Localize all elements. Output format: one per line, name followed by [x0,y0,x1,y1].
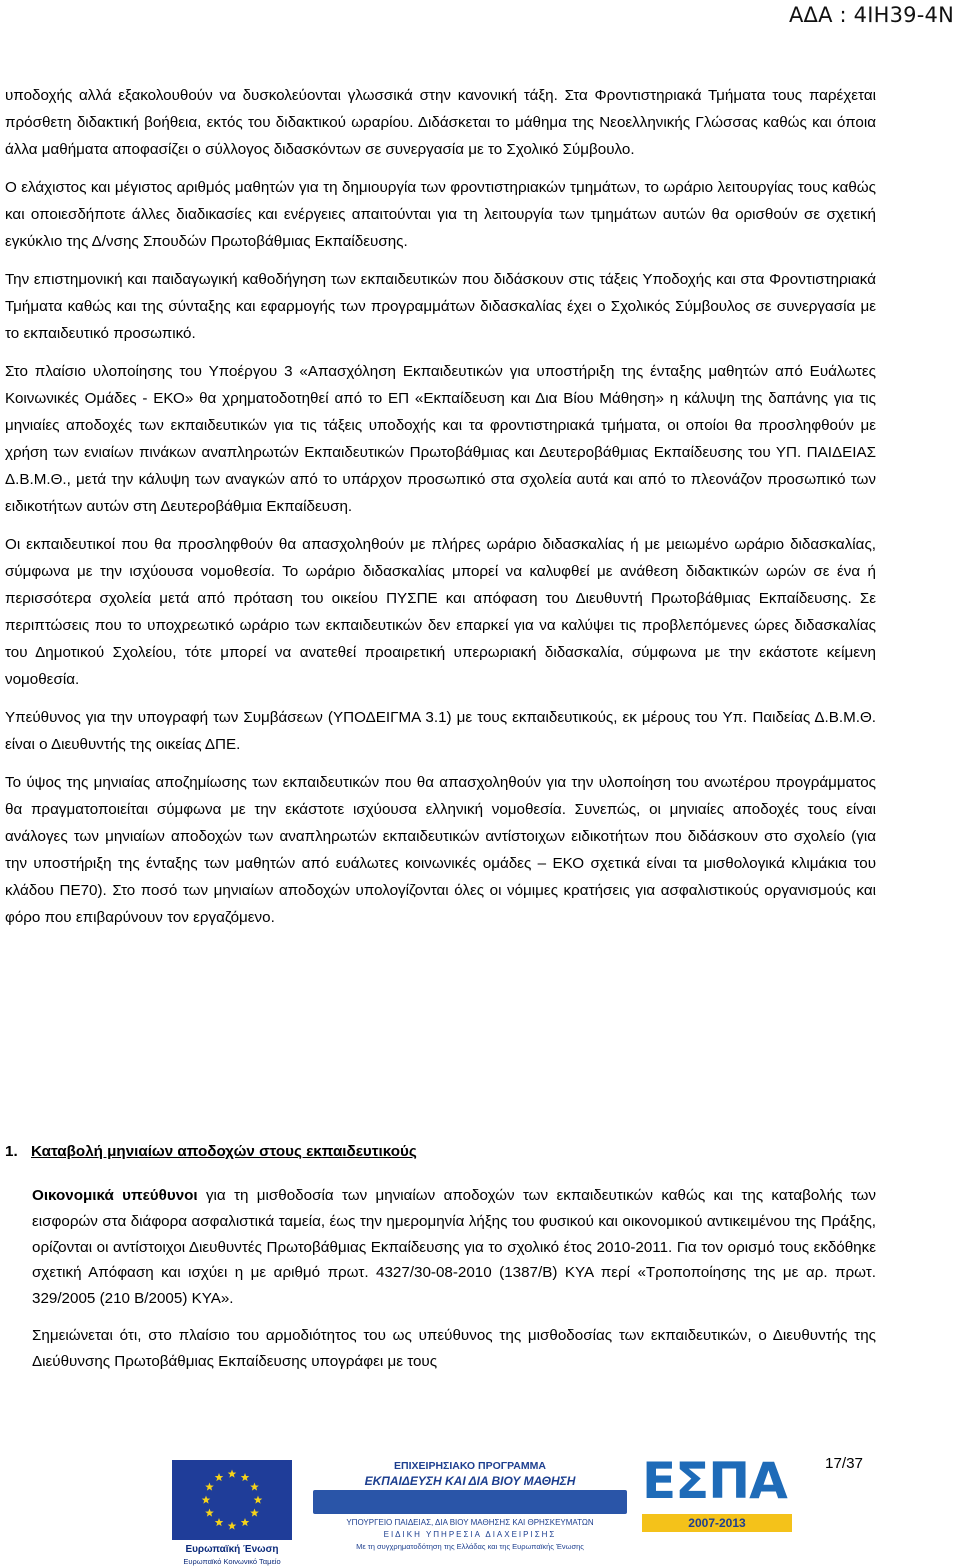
section-title: Καταβολή μηνιαίων αποδοχών στους εκπαιδευτικούς [31,1143,417,1160]
section-body [32,1183,876,1375]
paragraph-text: για τη μισθοδοσία των μηνιαίων αποδοχών των εκπαιδευτικών καθώς και της καταβολής των εισφορών στα διάφορα ασφαλιστικά ταμεία, έως την ημερομηνία λήξης του φυσικού και οικονομικού αντικειμένου της Πράξης, ορίζονται οι αντίστοιχοι Διευθυντές Πρωτοβάθμιας Εκπαίδευσης για το σχολικό έτος 2010-2011. Για τον ορισμό τους εκδόθηκε σχετική Απόφαση και ισχύει η με αριθμό πρωτ. 4327/30-08-2010 (1387/Β) ΚΥΑ περί «Τροποποίησης της με αρ. πρωτ. 329/2005 (210 Β/2005) ΚΥΑ». [32,1187,876,1308]
paragraph: Στο πλαίσιο υλοποίησης του Υποέργου 3 «Απασχόληση Εκπαιδευτικών για υποστήριξη της ένταξης μαθητών από Ευάλωτες Κοινωνικές Ομάδες - ΕΚΟ» θα χρηματοδοτηθεί από το ΕΠ «Εκπαίδευση και Δια Βίου Μάθηση» η κάλυψη της δαπάνης για τις μηνιαίες αποδοχές των εκπαιδευτικών για τις τάξεις υποδοχής και τα φροντιστηριακά τμήματα, οι οποίοι θα προσληφθούν με χρήση των ενιαίων πινάκων αναπληρωτών Εκπαιδευτικών Πρωτοβάθμιας και Δευτεροβάθμιας Εκπαίδευσης του ΥΠ. ΠΑΙΔΕΙΑΣ Δ.Β.Μ.Θ., μετά την κάλυψη των αναγκών από το υπάρχον προσωπικό στα σχολεία αυτά και από το πλεονάζον προσωπικό των ειδικοτήτων αυτών στη Δευτεροβάθμια Εκπαίδευση. [5,363,876,515]
footer-logos [0,1438,960,1566]
paragraph: Οι εκπαιδευτικοί που θα προσληφθούν θα απασχοληθούν με πλήρες ωράριο διδασκαλίας ή με μειωμένο ωράριο διδασκαλίας, σύμφωνα με την ισχύουσα νομοθεσία. Το ωράριο διδασκαλίας μπορεί να καλυφθεί με ανάθεση διδακτικών ωρών σε ένα ή περισσότερα σχολεία μετά από πρόταση του οικείου ΠΥΣΠΕ και απόφαση του Διευθυντή Πρωτοβάθμιας Εκπαίδευσης. Σε περιπτώσεις που το υποχρεωτικό ωράριο των εκπαιδευτικών δεν επαρκεί για να καλύψει τις προβλεπόμενες ώρες διδασκαλίας του Δημοτικού Σχολείου, τότε μπορεί να ανατεθεί προαιρετική υπερωριακή διδασκαλία, σύμφωνα με την εκάστοτε κείμενη νομοθεσία. [5,536,876,688]
ep-title: ΕΚΠΑΙΔΕΥΣΗ ΚΑΙ ΔΙΑ ΒΙΟΥ ΜΑΘΗΣΗ [364,1474,576,1488]
document-id: ΑΔΑ : 4ΙΗ39-4Ν [788,3,954,27]
eu-flag-icon [172,1460,292,1540]
page-number: 17/37 [825,1455,864,1472]
eu-logo [172,1460,292,1566]
paragraph: Υπεύθυνος για την υπογραφή των Συμβάσεων (ΥΠΟΔΕΙΓΜΑ 3.1) με τους εκπαιδευτικούς, εκ μέρους του Υπ. Παιδείας Δ.Β.Μ.Θ. είναι ο Διευθυντής της οικείας ΔΠΕ. [5,709,876,753]
ep-banner [313,1490,627,1514]
document-body [5,82,876,931]
paragraph: υποδοχής αλλά εξακολουθούν να δυσκολεύονται γλωσσικά στην κανονική τάξη. Στα Φροντιστηριακά Τμήματα τους παρέχεται πρόσθετη διδακτική βοήθεια, εκτός του διδακτικού ωραρίου. Διδάσκεται το μάθημα της Νεοελληνικής Γλώσσας καθώς και όποια άλλα μαθήματα αποφασίζει ο σύλλογος διδασκόντων σε συνεργασία με το Σχολικό Σύμβουλο. [5,87,876,158]
paragraph: Την επιστημονική και παιδαγωγική καθοδήγηση των εκπαιδευτικών που διδάσκουν στις τάξεις Υποδοχής και στα Φροντιστηριακά Τμήματα καθώς και της σύνταξης και εφαρμογής των προγραμμάτων διδασκαλίας έχει ο Σχολικός Σύμβουλος σε συνεργασία με το εκπαιδευτικό προσωπικό. [5,271,876,342]
ep-line: ΕΠΙΧΕΙΡΗΣΙΑΚΟ ΠΡΟΓΡΑΜΜΑ [394,1460,546,1472]
paragraph [32,1183,876,1312]
ep-line: ΥΠΟΥΡΓΕΙΟ ΠΑΙΔΕΙΑΣ, ΔΙΑ ΒΙΟΥ ΜΑΘΗΣΗΣ ΚΑΙ ΘΡΗΣΚΕΥΜΑΤΩΝ [346,1518,594,1527]
paragraph: Το ύψος της μηνιαίας αποζημίωσης των εκπαιδευτικών που θα απασχοληθούν για την υλοποίηση του ανωτέρου προγράμματος θα πραγματοποιείται σύμφωνα με την εκάστοτε ισχύουσα ελληνική νομοθεσία. Συνεπώς, οι μηνιαίες αποδοχές τους είναι ανάλογες των μηνιαίων αποδοχών των αναπληρωτών εκπαιδευτικών αντίστοιχων ειδικοτήτων που διδάσκουν στο σχολείο (για την υποστήριξη της ένταξης των μαθητών από ευάλωτες κοινωνικές ομάδες – ΕΚΟ σχετικά είναι τα μισθολογικά κλιμάκια του κλάδου ΠΕ70). Στο ποσό των μηνιαίων αποδοχών υπολογίζονται όλες οι νόμιμες κρατήσεις για ασφαλιστικούς οργανισμούς και φόρο που επιβαρύνουν τον εργαζόμενο. [5,774,876,926]
eu-label: Ευρωπαϊκή Ένωση [185,1544,279,1555]
espa-wordmark: ΕΣΠΑ [642,1452,787,1510]
ep-logo [305,1460,635,1560]
paragraph: Σημειώνεται ότι, στο πλαίσιο του αρμοδιότητος του ως υπεύθυνος της μισθοδοσίας των εκπαιδευτικών, ο Διευθυντής της Διεύθυνσης Πρωτοβάθμιας Εκπαίδευσης υπογράφει με τους [32,1326,876,1370]
section-number: 1. [5,1143,18,1160]
ep-line: ΕΙΔΙΚΗ ΥΠΗΡΕΣΙΑ ΔΙΑΧΕΙΡΙΣΗΣ [383,1530,557,1539]
paragraph: Ο ελάχιστος και μέγιστος αριθμός μαθητών για τη δημιουργία των φροντιστηριακών τμημάτων, το ωράριο λειτουργίας τους καθώς και οποιεσδήποτε άλλες διαδικασίες και ενέργειες απαιτούνται για τη λειτουργία των τμημάτων αυτών θα ορισθούν σε σχετική εγκύκλιο της Δ/νσης Σπουδών Πρωτοβάθμιας Εκπαίδευσης. [5,179,876,250]
espa-years: 2007-2013 [642,1514,792,1532]
eu-sub-label: Ευρωπαϊκό Κοινωνικό Ταμείο [183,1557,281,1566]
section-heading [5,1139,417,1165]
bold-lead: Οικονομικά υπεύθυνοι [32,1187,198,1204]
espa-logo [630,1452,810,1556]
ep-line: Με τη συγχρηματοδότηση της Ελλάδας και της Ευρωπαϊκής Ένωσης [356,1542,584,1551]
